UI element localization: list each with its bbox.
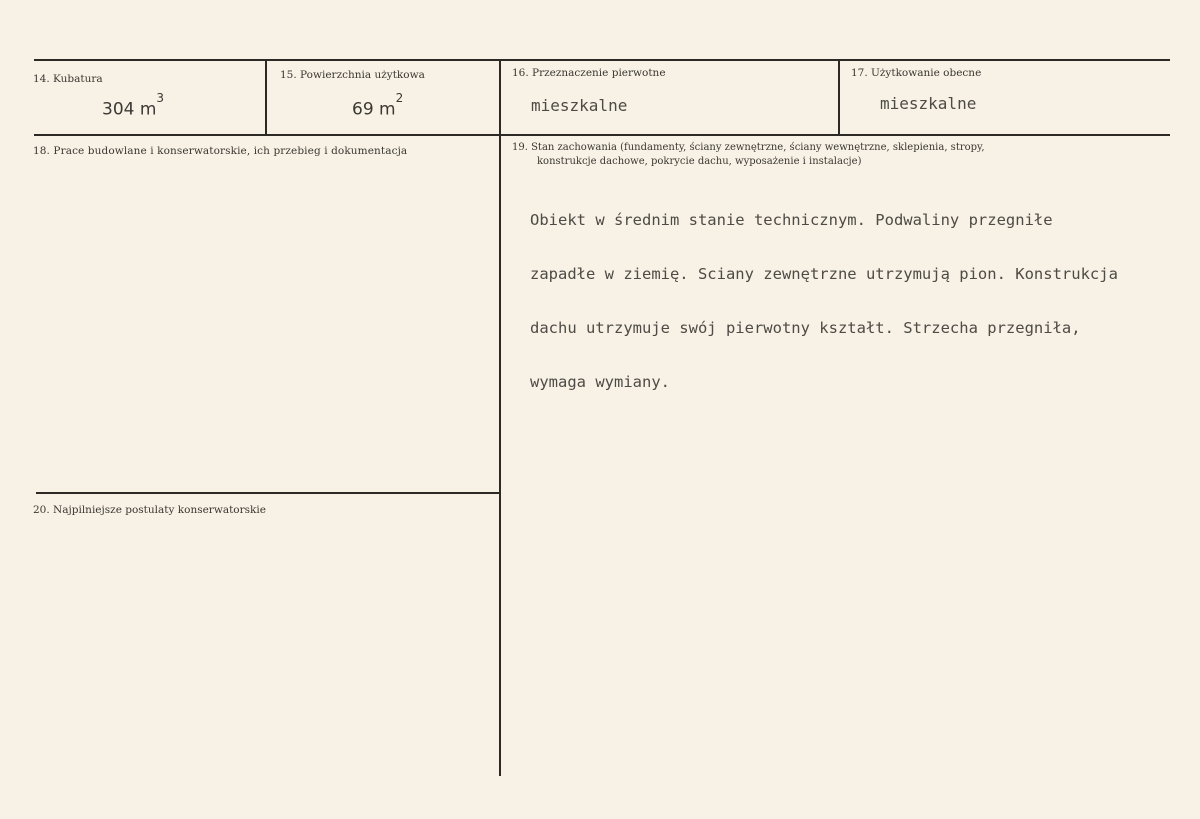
field-16-label: 16. Przeznaczenie pierwotne	[512, 67, 666, 79]
row1-bottom-rule	[34, 134, 1170, 136]
top-rule	[34, 59, 1170, 61]
field-19-label-line1: 19. Stan zachowania (fundamenty, ściany zewnętrzne, ściany wewnętrzne, sklepienia, stropy,	[512, 142, 985, 153]
field-14-value-text: 304 m	[102, 99, 157, 120]
field-19-text-line: wymaga wymiany.	[530, 373, 670, 391]
field-15-value-exponent: 2	[395, 91, 404, 105]
field-14-label: 14. Kubatura	[33, 73, 103, 85]
field-14-value-exponent: 3	[156, 91, 165, 105]
field-17-label: 17. Użytkowanie obecne	[851, 67, 982, 79]
field-15-value-text: 69 m	[352, 99, 396, 120]
divider-16-17	[838, 60, 840, 135]
field-19-text	[530, 175, 1118, 427]
divider-14-15	[265, 60, 267, 135]
field-16-value: mieszkalne	[531, 96, 628, 115]
field-19-text-line: dachu utrzymuje swój pierwotny kształt. Strzecha przegniła,	[530, 319, 1081, 337]
field-19-label-line2: konstrukcje dachowe, pokrycie dachu, wyposażenie i instalacje)	[537, 156, 862, 167]
field-17-value: mieszkalne	[880, 94, 977, 113]
box18-bottom-rule	[36, 492, 500, 494]
field-19-text-line: zapadłe w ziemię. Sciany zewnętrzne utrzymują pion. Konstrukcja	[530, 265, 1118, 283]
field-15-label: 15. Powierzchnia użytkowa	[280, 69, 425, 81]
field-20-label: 20. Najpilniejsze postulaty konserwatorskie	[33, 504, 266, 516]
field-18-label: 18. Prace budowlane i konserwatorskie, ich przebieg i dokumentacja	[33, 145, 408, 157]
field-15-value	[352, 91, 404, 120]
field-19-text-line: Obiekt w średnim stanie technicznym. Podwaliny przegniłe	[530, 211, 1053, 229]
divider-main	[499, 60, 501, 776]
field-14-value	[102, 91, 165, 120]
